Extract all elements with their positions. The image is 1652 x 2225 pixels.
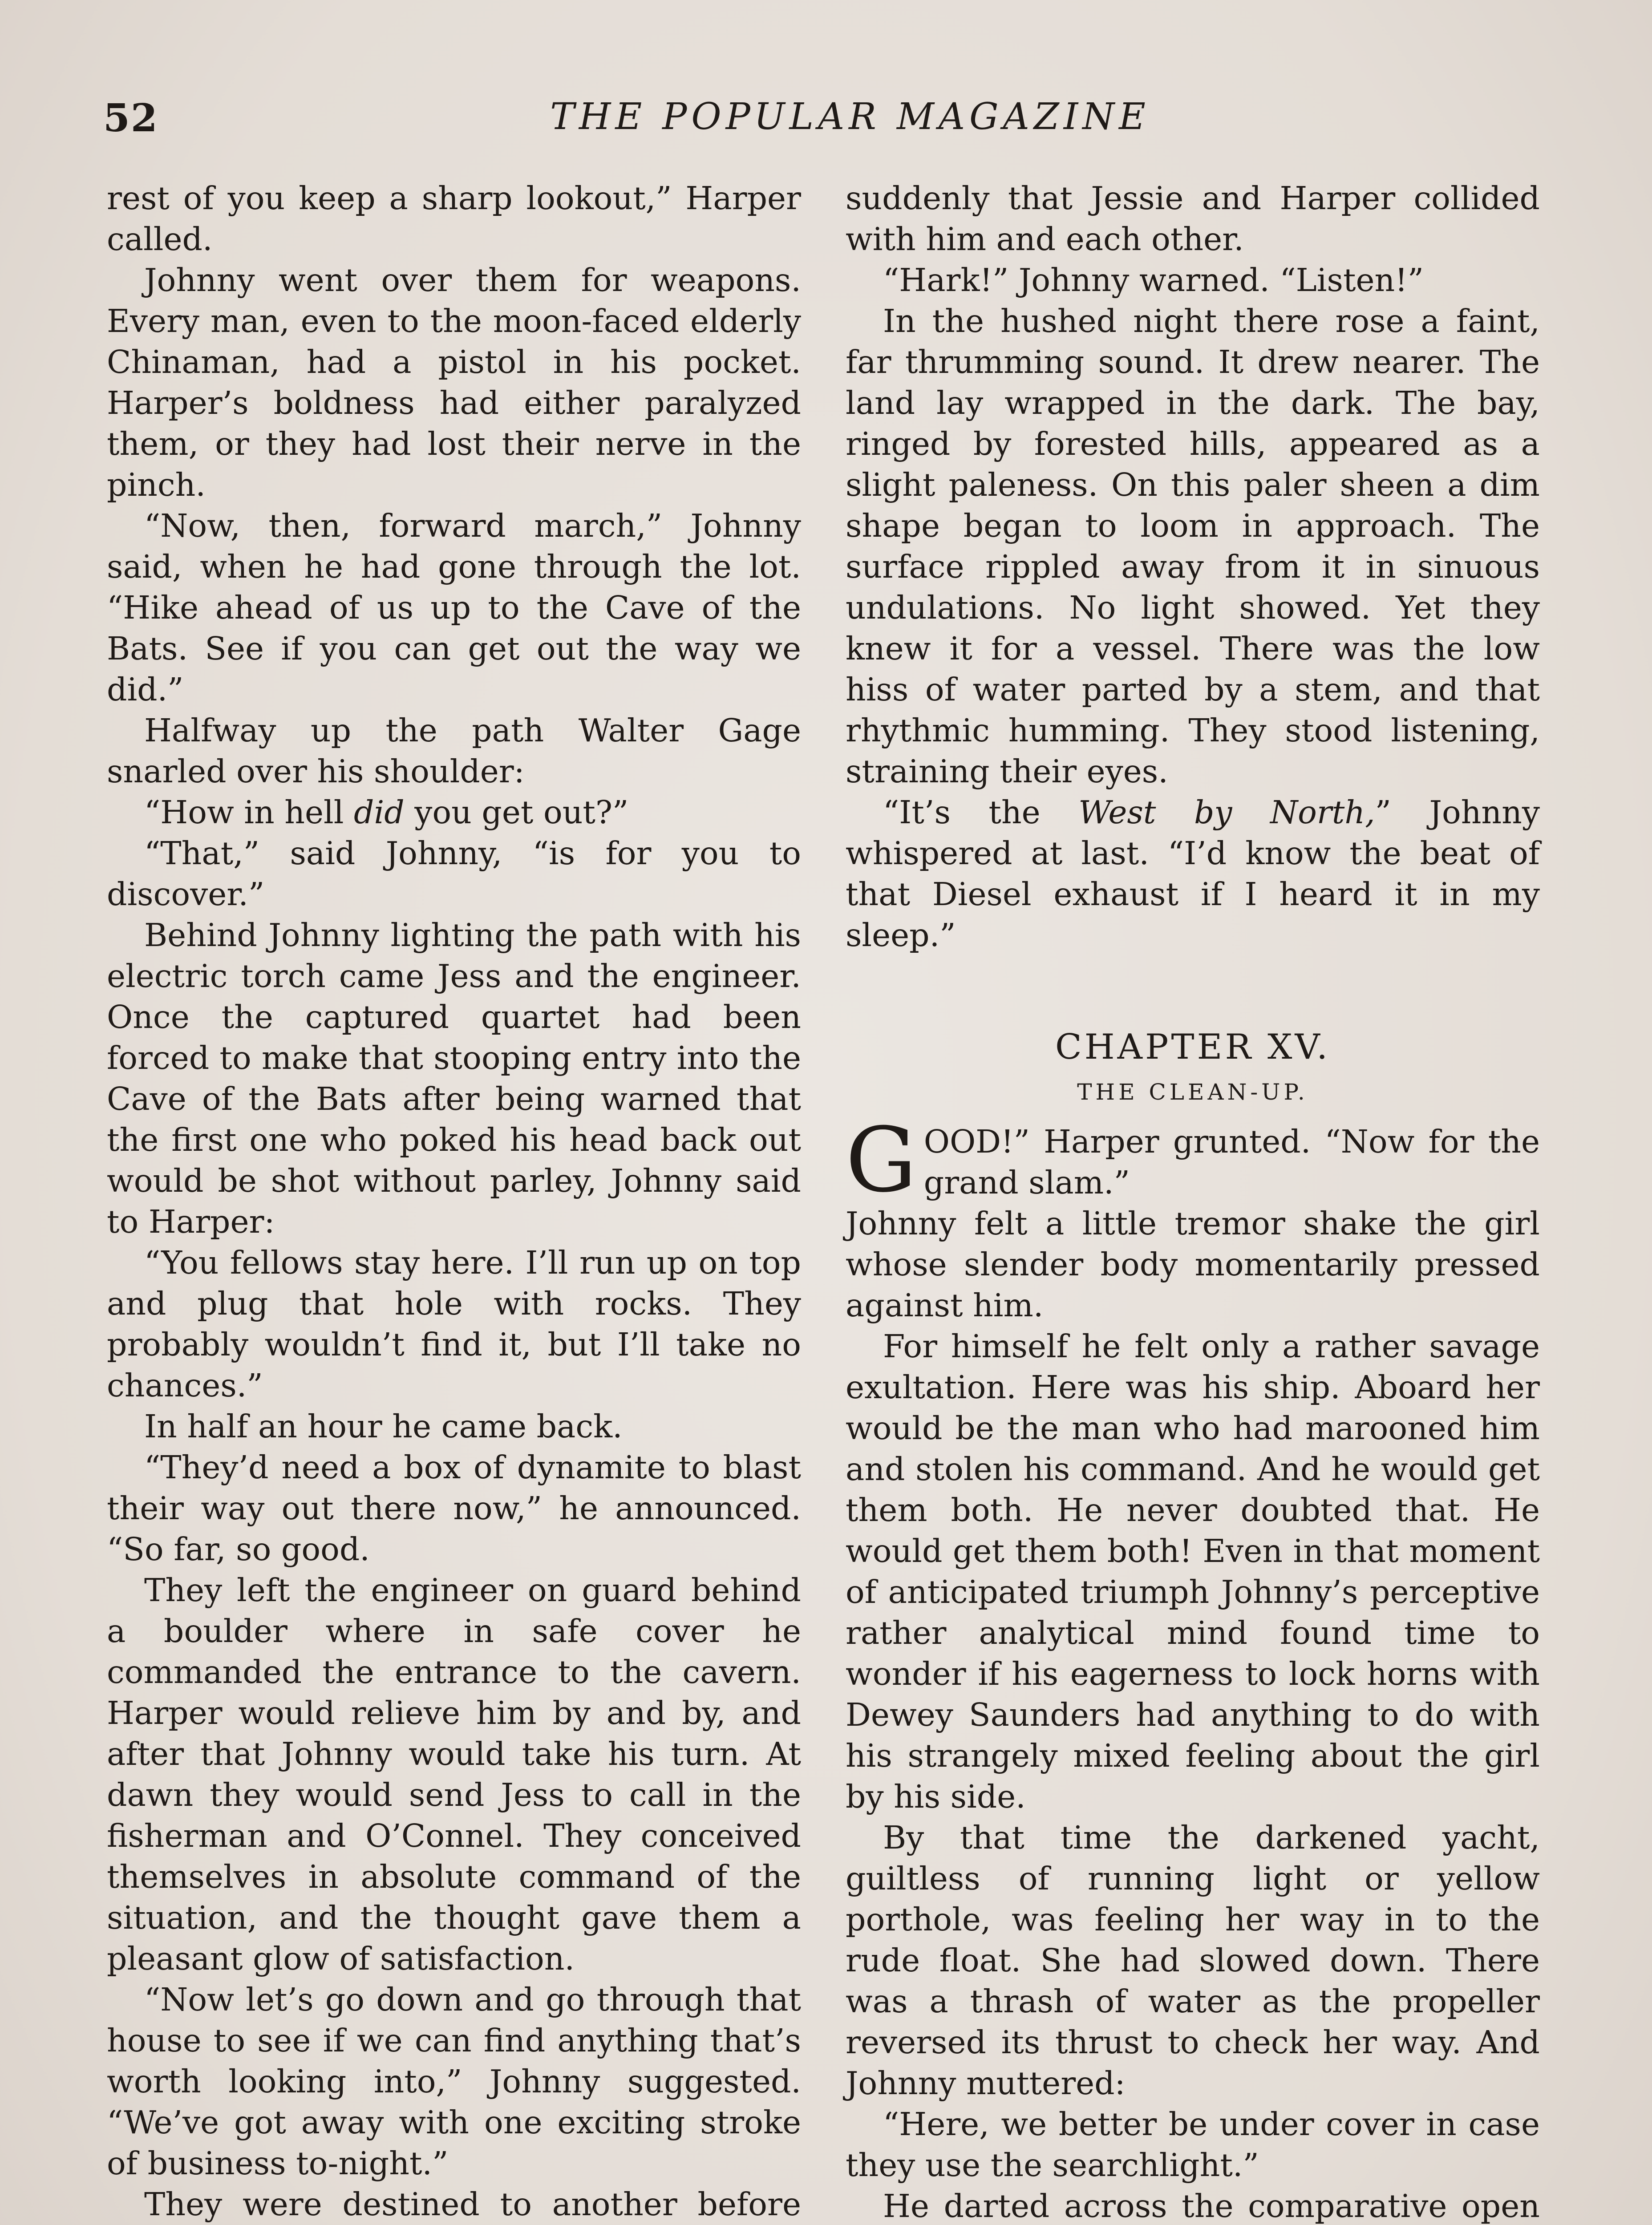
paragraph: Behind Johnny lighting the path with his electric torch came Jess and the engineer. Once the captured quartet had been forced to make that stooping entry into the Cave of the Bats after being warned that the first one who poked his head back out would be shot without parley, Johnny said to Harper:: [107, 917, 801, 1240]
paragraph-text: “It’s the: [883, 794, 1079, 831]
running-head: THE POPULAR MAGAZINE: [550, 96, 1150, 138]
chapter-title: CHAPTER XV.: [1055, 1027, 1331, 1067]
emphasized-text: West by North,: [1078, 794, 1375, 831]
paragraph: Johnny felt a little tremor shake the girl whose slender body momentarily pressed against him.: [846, 1205, 1540, 1324]
left-column: [107, 178, 801, 2225]
paragraph-text: you get out?”: [404, 794, 629, 831]
right-column-bottom: [846, 1203, 1540, 2225]
paragraph: “They’d need a box of dynamite to blast their way out there now,” he announced. “So far, so good.: [107, 1449, 801, 1568]
paragraph: “Here, we better be under cover in case they use the searchlight.”: [846, 2106, 1540, 2184]
paragraph: “Hark!” Johnny warned. “Listen!”: [883, 262, 1424, 299]
paragraph: suddenly that Jessie and Harper collided with him and each other.: [846, 180, 1540, 258]
drop-cap: G: [846, 1108, 917, 1212]
paragraph: Johnny went over them for weapons. Every man, even to the moon-faced elderly Chinaman, had a pistol in his pocket. Harper’s boldness had either paralyzed them, or they had lost their nerve in the pinch.: [107, 262, 801, 503]
paragraph: By that time the darkened yacht, guiltless of running light or yellow porthole, was feeling her way in to the rude float. She had slowed down. There was a thrash of water as the propeller reversed its thrust to check her way. And Johnny muttered:: [846, 1819, 1540, 2102]
paragraph: In the hushed night there rose a faint, far thrumming sound. It drew nearer. The land lay wrapped in the dark. The bay, ringed by forested hills, appeared as a slight paleness. On this paler sheen a dim shape began to loom in approach. The surface rippled away from it in sinuous undulations. No light showed. Yet they knew it for a vessel. There was the low hiss of water parted by a stem, and that rhythmic humming. They stood listening, straining their eyes.: [846, 303, 1540, 790]
chapter-opening-text: OOD!” Harper grunted. “Now for the grand slam.”: [923, 1123, 1540, 1201]
paragraph: [846, 792, 1540, 956]
page-header: [0, 96, 1652, 149]
paragraph-text: ” Johnny whispered at last. “I’d know the beat of that Diesel exhaust if I heard it in my sleep.”: [846, 794, 1540, 954]
paragraph: rest of you keep a sharp lookout,” Harper called.: [107, 180, 801, 258]
paragraph: [107, 792, 801, 833]
paragraph: Halfway up the path Walter Gage snarled over his shoulder:: [107, 712, 801, 790]
paragraph: They left the engineer on guard behind a boulder where in safe cover he commanded the entrance to the cavern. Harper would relieve him by and by, and after that Johnny would take his turn. At dawn they would send Jess to call in the fisherman and O’Connel. They conceived themselves in absolute command of the situation, and the thought gave them a pleasant glow of satisfaction.: [107, 1572, 801, 1977]
paragraph: For himself he felt only a rather savage exultation. Here was his ship. Aboard her would be the man who had marooned him and stolen his command. And he would get them both. He never doubted that. He would get them both! Even in that moment of anticipated triumph Johnny’s perceptive rather analytical mind found time to wonder if his eagerness to lock horns with Dewey Saunders had anything to do with his strangely mixed feeling about the girl by his side.: [846, 1328, 1540, 1815]
paragraph: “That,” said Johnny, “is for you to discover.”: [107, 835, 801, 913]
paragraph: They were destined to another before: [144, 2186, 801, 2223]
paragraph: “Now let’s go down and go through that house to see if we can find anything that’s worth looking into,” Johnny suggested. “We’ve got away with one exciting stroke of business to-night.”: [107, 1981, 801, 2182]
paragraph-text: “How in hell: [144, 794, 354, 831]
paragraph: In half an hour he came back.: [144, 1408, 623, 1445]
page-number: 52: [103, 96, 158, 141]
paragraph: “You fellows stay here. I’ll run up on top and plug that hole with rocks. They probably wouldn’t find it, but I’ll take no chances.”: [107, 1244, 801, 1404]
emphasized-text: did: [354, 794, 405, 831]
chapter-subtitle: THE CLEAN-UP.: [1077, 1079, 1308, 1105]
paragraph: “Now, then, forward march,” Johnny said, when he had gone through the lot. “Hike ahead of us up to the Cave of the Bats. See if you can get out the way we did.”: [107, 507, 801, 708]
chapter-opening-paragraph: [846, 1108, 1540, 1212]
right-column-top: [846, 178, 1540, 956]
right-column: [846, 178, 1540, 2225]
paragraph: He darted across the comparative open: [883, 2188, 1540, 2225]
